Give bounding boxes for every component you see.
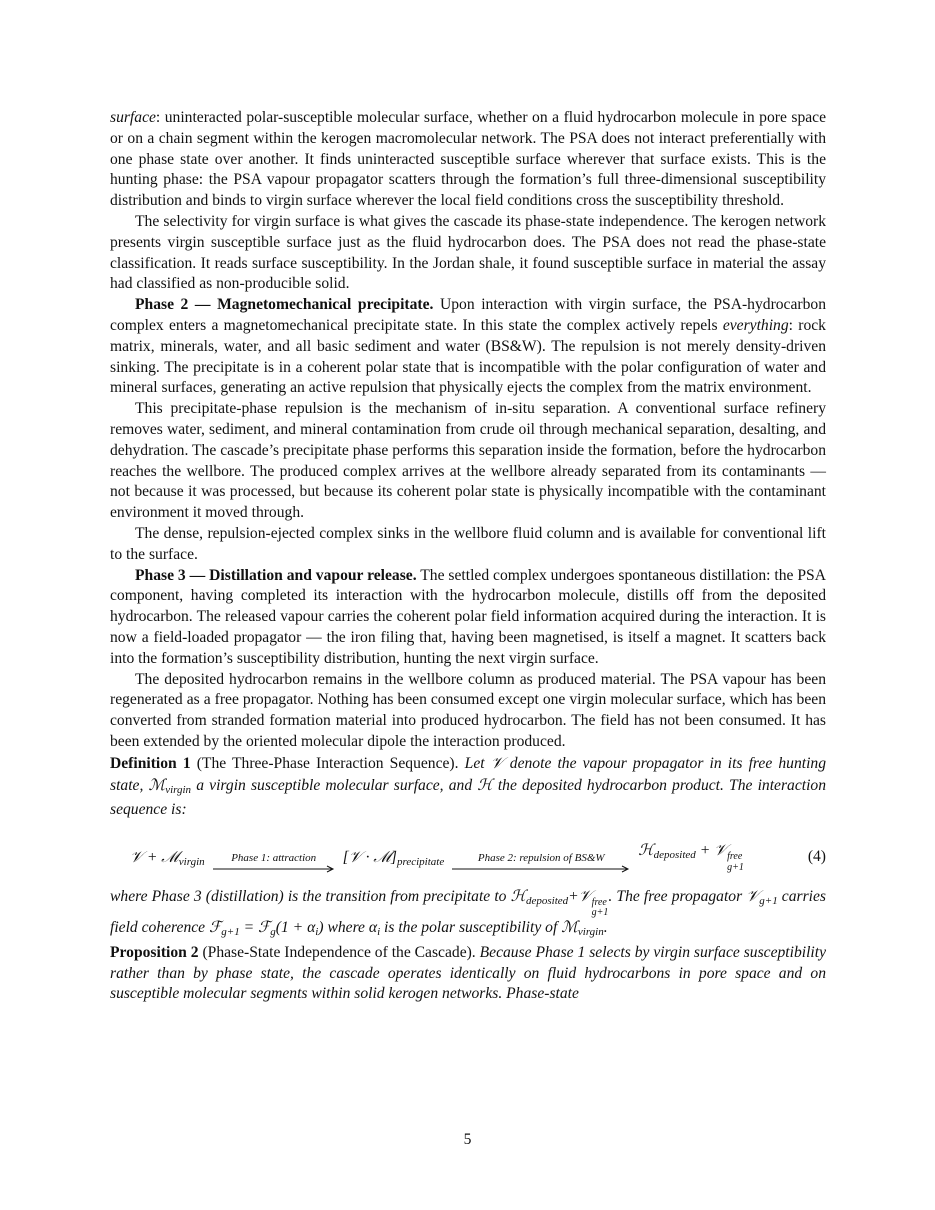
arrow-phase-1 [213, 852, 335, 873]
text: where Phase 3 (distillation) is the transition from precipitate to ℋ [110, 888, 526, 906]
paragraph-text: Upon interaction with virgin surface, the PSA-hydrocarbon complex enters a magnetomechanical precipitate state. In this state the complex actively repels [110, 296, 826, 334]
subscript: g+1 [221, 926, 240, 939]
text: carries field coherence ℱ [110, 888, 826, 937]
subscript: i [377, 926, 381, 939]
text: = ℱ [239, 919, 271, 937]
proposition-heading: Proposition 2 [110, 943, 199, 961]
equation-4 [110, 833, 826, 877]
text: . [603, 919, 608, 937]
text: is the polar susceptibility of ℳ [380, 919, 578, 937]
definition-1 [110, 753, 826, 821]
term-surface: surface [110, 109, 156, 126]
subscript: precipitate [396, 856, 445, 869]
text: . The free propagator 𝒱 [608, 888, 760, 906]
phase-2-heading: Phase 2 — Magnetomechanical precipitate. [135, 296, 434, 314]
paragraph-repulsion-mechanism: This precipitate-phase repulsion is the mechanism of in-situ separation. A conventional surface refinery removes water, sediment, and mineral contamination from crude oil through mechanical separation, desalting, and dehydration. The cascade’s precipitate phase performs this separation inside the formation, before the hydrocarbon reaches the wellbore. The produced complex arrives at the wellbore already separated from its contaminants — not because it was processed, but because its coherent polar state is physically incompatible with the contaminant environment it moved through. [110, 400, 826, 522]
proposition-2 [110, 943, 826, 1005]
superscript: free [591, 897, 607, 909]
subscript: g+1 [591, 907, 609, 919]
definition-heading: Definition 1 [110, 754, 191, 772]
definition-text: a virgin susceptible molecular surface, and [191, 776, 478, 794]
equation-middle [343, 848, 445, 873]
subscript: virgin [178, 856, 205, 869]
right-arrow-icon [213, 865, 335, 873]
text: +𝒱 [568, 888, 592, 906]
arrow-label: Phase 2: repulsion of BS&W [477, 852, 605, 865]
rhs-h: ℋ [638, 842, 654, 860]
definition-text: the deposited hydrocarbon product. The interaction sequence is: [110, 776, 826, 819]
text: (1 + α [275, 919, 316, 937]
paragraph-selectivity: The selectivity for virgin surface is what gives the cascade its phase-state independence. The kerogen network presents virgin susceptible surface just as the fluid hydrocarbon does. The PSA does not read the phase-state classification. It reads surface susceptibility. In the Jordan shale, it found susceptible surface in material the assay had classified as non-producible solid. [110, 212, 826, 293]
superscript: free [727, 851, 743, 863]
paragraph-text: : rock matrix, minerals, water, and all basic sediment and water (BS&W). The repulsion is not merely density-driven sinking. The precipitate is in a coherent polar state that is incompatible with the polar configuration of water and mineral surfaces, generating an active repulsion that physically ejects the complex from the matrix environment. [110, 316, 826, 397]
text: ) where α [318, 919, 378, 937]
paragraph-phase-2 [110, 295, 826, 399]
paragraph-dense-complex: The dense, repulsion-ejected complex sinks in the wellbore fluid column and is available for conventional lift to the surface. [110, 524, 826, 563]
equation-rhs [638, 841, 744, 873]
symbol-v: 𝒱 [490, 753, 504, 772]
arrow-phase-2 [452, 852, 630, 873]
proposition-text: Because Phase 1 selects by virgin surface susceptibility rather than by phase state, the cascade operates identically on fluid hydrocarbons in pore space and on susceptible molecular segments within solid kerogen networks. Phase-state [110, 943, 826, 1003]
subscript: g+1 [727, 862, 744, 874]
definition-continuation [110, 887, 826, 943]
mid-text: [𝒱 · ℳ] [342, 849, 397, 867]
arrow-label: Phase 1: attraction [231, 852, 317, 865]
phase-3-heading: Phase 3 — Distillation and vapour release. [135, 566, 417, 584]
page-number: 5 [463, 1131, 472, 1148]
subscript: deposited [653, 849, 696, 862]
paragraph-text: The settled complex undergoes spontaneous distillation: the PSA component, having completed its interaction with the hydrocarbon molecule, distills off from the deposited hydrocarbon. The released vapour carries the coherent polar field information acquired during the interaction. It is now a field-loaded propagator — the iron filing that, having been magnetised, is itself a magnet. It scatters back into the formation’s susceptibility distribution, hunting the next virgin surface. [110, 566, 826, 667]
rhs-v: + 𝒱 [695, 842, 728, 860]
paragraph-deposited-hydrocarbon: The deposited hydrocarbon remains in the wellbore column as produced material. The PSA vapour has been regenerated as a free propagator. Nothing has been consumed except one virgin molecular surface, which has been converted from stranded formation material into produced hydrocarbon. The field has not been consumed. It has been extended by the oriented molecular dipole the interaction produced. [110, 670, 826, 750]
lhs-text: 𝒱 + ℳ [130, 849, 179, 867]
subscript: i [315, 926, 319, 939]
subscript: deposited [525, 895, 569, 908]
emphasis-everything: everything [722, 316, 789, 334]
equation-number: (4) [807, 848, 826, 866]
definition-text: denote the vapour propagator in its free hunting state, [110, 754, 826, 794]
subscript: g [270, 926, 276, 939]
page-body [110, 108, 826, 1005]
definition-text: Let [458, 754, 491, 772]
symbol-m: ℳ [148, 775, 166, 794]
paragraph-text: : uninteracted polar-susceptible molecular surface, whether on a fluid hydrocarbon molecule in pore space or on a chain segment within the kerogen macromolecular network. The PSA does not interact preferentially with one phase state over another. It finds uninteracted susceptible surface wherever that surface exists. This is the hunting phase: the PSA vapour propagator scatters through the formation’s full three-dimensional susceptibility distribution and binds to virgin surface wherever the local field conditions cross the susceptibility threshold. [110, 109, 826, 210]
proposition-note: (Phase-State Independence of the Cascade). [198, 943, 476, 961]
symbol-h: ℋ [477, 775, 493, 794]
sup-sub-stack [592, 898, 609, 918]
sup-sub-stack [727, 851, 744, 873]
definition-note: (The Three-Phase Interaction Sequence). [190, 754, 459, 772]
equation-body [130, 841, 744, 873]
subscript: virgin [577, 926, 604, 939]
paragraph-surface [110, 108, 826, 212]
equation-lhs [130, 848, 205, 873]
right-arrow-icon [452, 865, 630, 873]
paragraph-phase-3 [110, 566, 826, 670]
subscript: virgin [165, 783, 192, 796]
subscript: g+1 [759, 895, 778, 908]
